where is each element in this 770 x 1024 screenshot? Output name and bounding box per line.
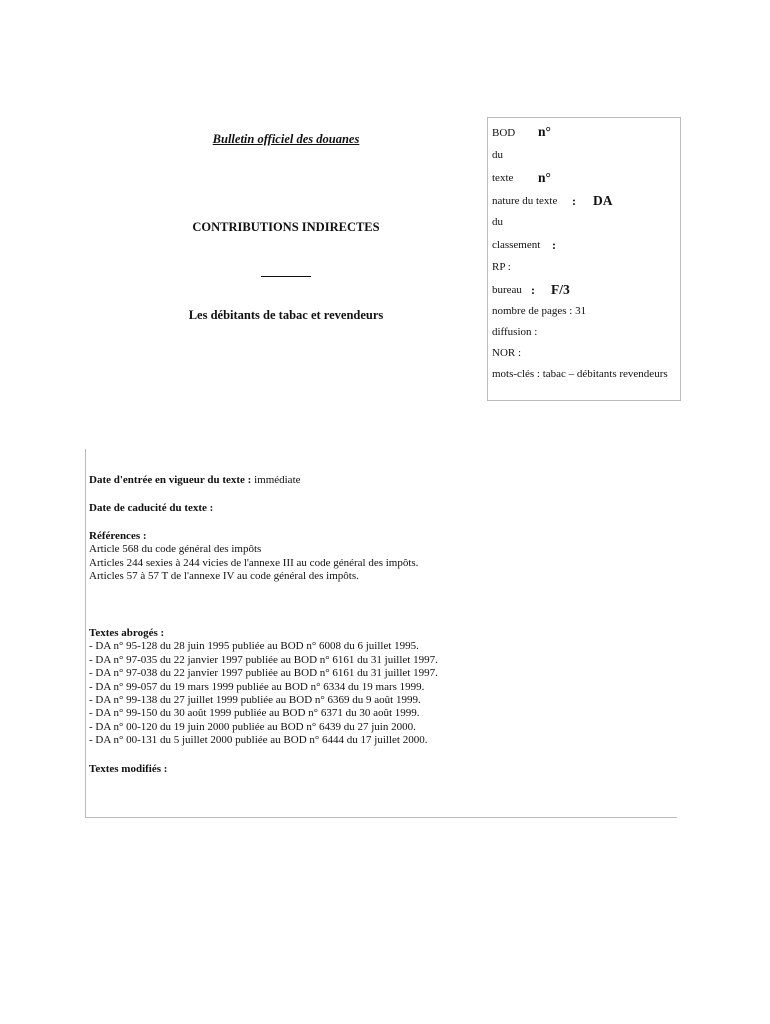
- bureau-value: F/3: [551, 282, 570, 297]
- entry-into-force: [89, 474, 301, 487]
- entry-into-force-label: Date d'entrée en vigueur du texte :: [89, 474, 252, 486]
- page-count: nombre de pages : 31: [492, 305, 587, 317]
- reference-item: Articles 57 à 57 T de l'annexe IV au code général des impôts.: [89, 570, 359, 583]
- repealed-text-item: - DA n° 00-120 du 19 juin 2000 publiée au BOD n° 6439 du 27 juin 2000.: [89, 720, 416, 733]
- keywords: mots-clés : tabac – débitants revendeurs: [492, 368, 668, 380]
- bulletin-title: Bulletin officiel des douanes: [212, 132, 360, 146]
- modified-texts-label: Textes modifiés :: [89, 763, 168, 775]
- bod-number: n°: [538, 124, 551, 139]
- nature-value: DA: [593, 193, 613, 208]
- rp-label: RP :: [492, 261, 511, 273]
- repealed-texts-section: [89, 627, 438, 748]
- reference-item: Article 568 du code général des impôts: [89, 543, 262, 556]
- repealed-text-item: - DA n° 95-128 du 28 juin 1995 publiée au BOD n° 6008 du 6 juillet 1995.: [89, 640, 419, 653]
- references-list: [89, 543, 418, 583]
- bod-label: BOD: [492, 127, 516, 139]
- texte-date-label: du: [492, 216, 503, 228]
- bod-date-label: du: [492, 149, 503, 161]
- repealed-text-item: - DA n° 99-057 du 19 mars 1999 publiée au BOD n° 6334 du 19 mars 1999.: [89, 680, 425, 693]
- texte-number: n°: [538, 170, 551, 185]
- repealed-text-item: - DA n° 99-150 du 30 août 1999 publiée au BOD n° 6371 du 30 août 1999.: [89, 707, 420, 720]
- repealed-text-item: - DA n° 00-131 du 5 juillet 2000 publiée au BOD n° 6444 du 17 juillet 2000.: [89, 734, 428, 747]
- repealed-text-item: - DA n° 97-035 du 22 janvier 1997 publiée au BOD n° 6161 du 31 juillet 1997.: [89, 653, 438, 666]
- classement-colon: :: [552, 238, 556, 252]
- document-subject: Les débitants de tabac et revendeurs: [188, 308, 384, 322]
- reference-item: Articles 244 sexies à 244 vicies de l'annexe III au code général des impôts.: [89, 556, 419, 569]
- entry-into-force-value: immédiate: [251, 474, 301, 486]
- classement-label: classement: [492, 239, 541, 251]
- body-left-border: [85, 449, 86, 818]
- repealed-texts-label: Textes abrogés :: [89, 627, 165, 639]
- body-bottom-border: [85, 817, 677, 818]
- diffusion-label: diffusion :: [492, 326, 538, 338]
- nature-label: nature du texte: [492, 195, 558, 207]
- references-label: Références :: [89, 530, 147, 542]
- expiry-date-label: Date de caducité du texte :: [89, 502, 214, 514]
- repealed-text-item: - DA n° 99-138 du 27 juillet 1999 publiée au BOD n° 6369 du 9 août 1999.: [89, 694, 421, 707]
- nature-colon: :: [572, 194, 576, 208]
- section-title: CONTRIBUTIONS INDIRECTES: [192, 220, 380, 234]
- texte-label: texte: [492, 172, 514, 184]
- title-divider: [261, 276, 311, 277]
- nor-label: NOR :: [492, 347, 522, 359]
- bureau-label: bureau: [492, 284, 522, 296]
- repealed-text-item: - DA n° 97-038 du 22 janvier 1997 publiée au BOD n° 6161 du 31 juillet 1997.: [89, 667, 438, 680]
- references-section: [89, 530, 418, 584]
- bureau-colon: :: [531, 283, 535, 297]
- repealed-texts-list: [89, 640, 438, 747]
